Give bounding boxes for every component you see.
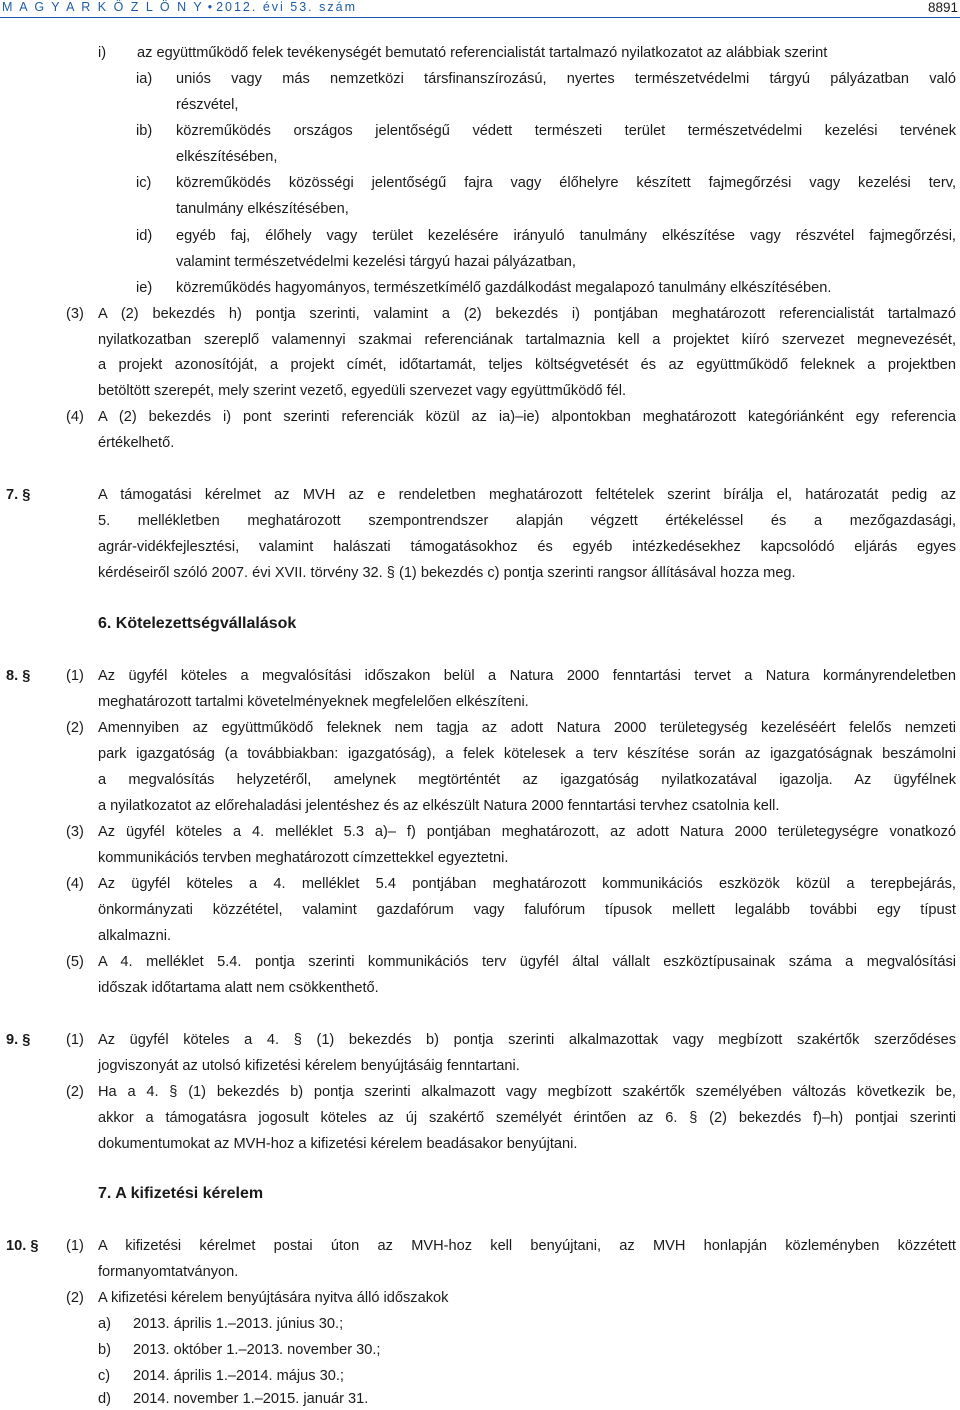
para-label: (2): [66, 1290, 84, 1306]
text-line: jogviszonyát az utolsó kifizetési kérelem benyújtásáig fenntartani.: [98, 1058, 520, 1074]
period-label: a): [98, 1316, 111, 1332]
para-label: (3): [66, 824, 84, 840]
text-line: Amennyiben az együttműködő feleknek nem tagja az adott Natura 2000 területegység kezeléséért felelős nemzeti: [98, 720, 956, 736]
page-header: [0, 0, 960, 16]
period-label: d): [98, 1391, 111, 1407]
section-label: 8. §: [6, 668, 31, 684]
text-line: kérdéseiről szóló 2007. évi XVII. törvény 32. § (1) bekezdés c) pontja szerinti rangsor állításával hozza meg.: [98, 565, 796, 581]
text-line: agrár-vidékfejlesztési, valamint halászati támogatásokhoz és egyéb intézkedésekhez kapcsolódó eljárás egyes: [98, 539, 956, 555]
para-label: (3): [66, 306, 84, 322]
para-label: (1): [66, 1032, 84, 1048]
sub-label: ia): [136, 71, 153, 87]
chapter-heading: 7. A kifizetési kérelem: [98, 1185, 264, 1202]
section-label: 7. §: [6, 487, 31, 503]
text-line: dokumentumokat az MVH-hoz a kifizetési kérelem beadásakor benyújtani.: [98, 1136, 578, 1152]
text-line: egyéb faj, élőhely vagy terület kezelésére irányuló tanulmány elkészítése vagy részvétel fajmegőrzési,: [176, 228, 956, 244]
text-line: alkalmazni.: [98, 928, 171, 944]
text-line: A kifizetési kérelem benyújtására nyitva álló időszakok: [98, 1290, 449, 1306]
issue-number: 2012. évi 53. szám: [216, 0, 357, 14]
text-line: A kifizetési kérelmet postai úton az MVH-hoz kell benyújtani, az MVH honlapján közleményben közzétett: [98, 1238, 956, 1254]
bullet-icon: •: [207, 0, 213, 14]
section-label: 10. §: [6, 1238, 39, 1254]
text-line: kommunikációs tervben meghatározott címzettekkel egyeztetni.: [98, 850, 509, 866]
page-number: 8891: [927, 0, 958, 15]
text-line: elkészítésében,: [176, 149, 278, 165]
text-line: Az ügyfél köteles a 4. melléklet 5.4 pontjában meghatározott kommunikációs eszközök közül a terepbejárás,: [98, 876, 956, 892]
period-text: 2014. április 1.–2014. május 30.;: [133, 1368, 344, 1384]
para-label: (1): [66, 668, 84, 684]
text-line: önkormányzati közzététel, valamint gazdafórum vagy falufórum típusok mellett legalább további egy típust: [98, 902, 956, 918]
text-line: közreműködés közösségi jelentőségű fajra vagy élőhelyre készített fajmegőrzési vagy kezelési terv,: [176, 175, 956, 191]
text-line: uniós vagy más nemzetközi társfinanszírozású, nyertes természetvédelmi tárgyú pályázatban való: [176, 71, 956, 87]
text-line: Az ügyfél köteles a megvalósítási időszakon belül a Natura 2000 fenntartási tervet a Natura kormányrendeletben: [98, 668, 956, 684]
period-text: 2013. október 1.–2013. november 30.;: [133, 1342, 381, 1358]
text-line: részvétel,: [176, 97, 239, 113]
text-line: A támogatási kérelmet az MVH az e rendeletben meghatározott feltételek szerint bírálja el, határozatát pedig az: [98, 487, 956, 503]
text-line: A 4. melléklet 5.4. pontja szerinti kommunikációs terv ügyfél által vállalt eszköztípusainak száma a megvalósítási: [98, 954, 956, 970]
text-line: valamint természetvédelmi kezelési tárgyú hazai pályázatban,: [176, 254, 576, 270]
text-line: a megvalósítás helyzetéről, amelynek megtörténtét az igazgatóság nyilatkozatával igazolja. Az ügyfélnek: [98, 772, 956, 788]
text-line: Az ügyfél köteles a 4. § (1) bekezdés b) pontja szerinti alkalmazottak vagy megbízott szakértők szerződéses: [98, 1032, 956, 1048]
text-line: Az ügyfél köteles a 4. melléklet 5.3 a)– f) pontjában meghatározott, az adott Natura 2000 területegységre vonatkozó: [98, 824, 956, 840]
text-line: meghatározott tartalmi követelményeknek megfelelően elkészíteni.: [98, 694, 529, 710]
para-label: (1): [66, 1238, 84, 1254]
para-label: (4): [66, 409, 84, 425]
period-label: b): [98, 1342, 111, 1358]
section-label: 9. §: [6, 1032, 31, 1048]
text-line: formanyomtatványon.: [98, 1264, 239, 1280]
text-line: a nyilatkozatot az előrehaladási jelentéshez és az elkészült Natura 2000 fenntartási tervhez csatolnia kell.: [98, 798, 780, 814]
header-rule: [0, 17, 960, 18]
period-text: 2014. november 1.–2015. január 31.: [133, 1391, 369, 1407]
journal-title: M A G Y A R K Ö Z L Ö N Y: [2, 0, 204, 14]
text-line: Ha a 4. § (1) bekezdés b) pontja szerinti alkalmazott vagy megbízott szakértők személyében változás következik be,: [98, 1084, 956, 1100]
period-label: c): [98, 1368, 111, 1384]
text-line: 5. mellékletben meghatározott szempontrendszer alapján végzett értékeléssel és a mezőgazdasági,: [98, 513, 956, 529]
text-line: közreműködés hagyományos, természetkímélő gazdálkodást megalapozó tanulmány elkészítésében.: [176, 280, 832, 296]
text-line: nyilatkozatban szereplő valamennyi szakmai referenciának tartalmaznia kell a projektet kiíró szervezet megnevezését,: [98, 332, 956, 348]
text-line: tanulmány elkészítésében,: [176, 201, 349, 217]
text-line: park igazgatóság (a továbbiakban: igazgatóság), a felek kötelesek a terv készítése során az igazgatóságnak beszámolni: [98, 746, 956, 762]
text-line: időszak időtartama alatt nem csökkenthető.: [98, 980, 379, 996]
point-text: az együttműködő felek tevékenységét bemutató referencialistát tartalmazó nyilatkozatot az alábbiak szerint: [137, 45, 828, 61]
sub-label: ic): [136, 175, 152, 191]
sub-label: ib): [136, 123, 153, 139]
text-line: akkor a támogatásra jogosult köteles az új szakértő személyét érintően az 6. § (2) bekezdés f)–h) pontjai szerinti: [98, 1110, 956, 1126]
para-label: (2): [66, 1084, 84, 1100]
para-label: (2): [66, 720, 84, 736]
point-label: i): [98, 45, 107, 61]
text-line: betöltött szerepét, mely szerint vezető, egyedüli szervezet vagy együttműködő fél.: [98, 383, 627, 399]
para-label: (4): [66, 876, 84, 892]
para-label: (5): [66, 954, 84, 970]
text-line: A (2) bekezdés h) pontja szerinti, valamint a (2) bekezdés i) pontjában meghatározott referencialistát tartalmazó: [98, 306, 956, 322]
sub-label: id): [136, 228, 153, 244]
text-line: a projekt azonosítóját, a projekt címét, időtartamát, teljes költségvetését és az együttműködő feleknek a projektben: [98, 357, 956, 373]
text-line: A (2) bekezdés i) pont szerinti referenciák közül az ia)–ie) alpontokban meghatározott kategóriánként egy referencia: [98, 409, 956, 425]
text-line: értékelhető.: [98, 435, 175, 451]
period-text: 2013. április 1.–2013. június 30.;: [133, 1316, 344, 1332]
journal-info: [2, 0, 357, 14]
chapter-heading: 6. Kötelezettségvállalások: [98, 615, 297, 632]
text-line: közreműködés országos jelentőségű védett természeti terület természetvédelmi kezelési tervének: [176, 123, 956, 139]
sub-label: ie): [136, 280, 153, 296]
